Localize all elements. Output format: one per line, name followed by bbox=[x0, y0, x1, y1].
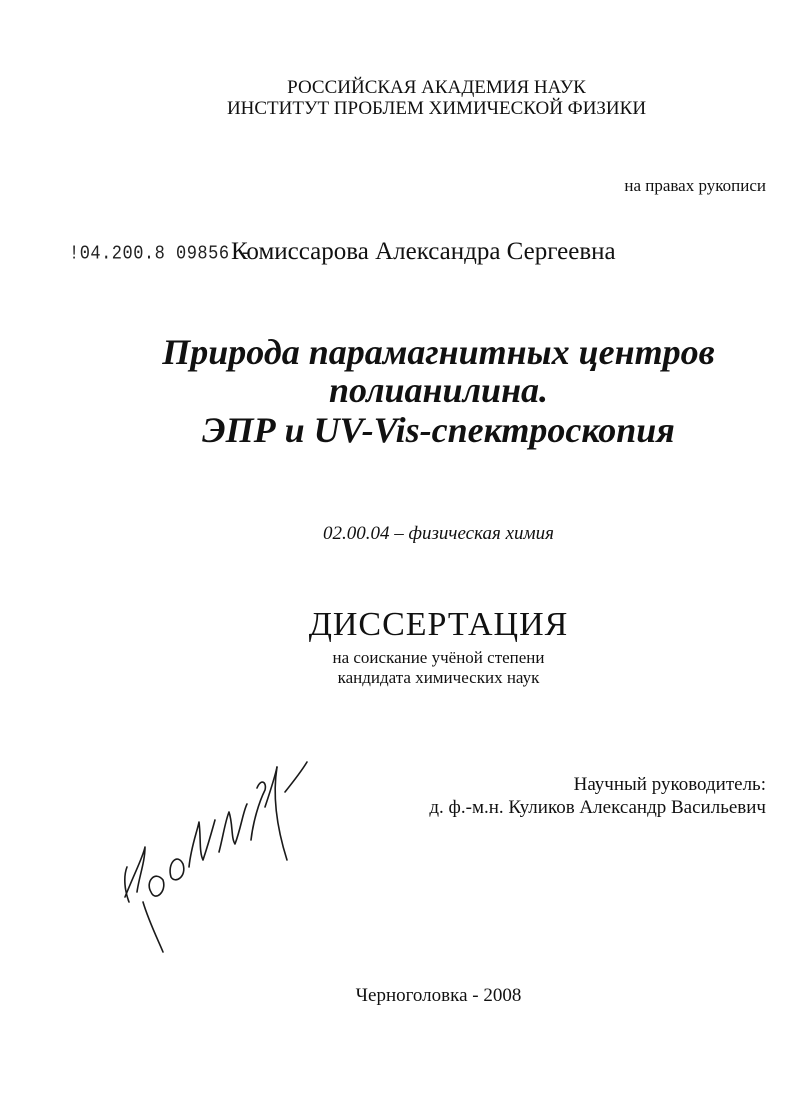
author-name: Комиссарова Александра Сергеевна bbox=[231, 238, 616, 265]
organization-line-1: РОССИЙСКАЯ АКАДЕМИЯ НАУК bbox=[287, 77, 586, 98]
serial-number: !04.200.8 09856 - bbox=[69, 243, 251, 266]
speciality-code: 02.00.04 – физическая химия bbox=[323, 523, 554, 544]
advisor-label: Научный руководитель: bbox=[573, 774, 766, 795]
rights-note: на правах рукописи bbox=[624, 176, 766, 195]
degree-line-2: кандидата химических наук bbox=[337, 668, 540, 687]
degree-line-1: на соискание учёной степени bbox=[332, 648, 545, 667]
title-line-3: ЭПР и UV-Vis-спектроскопия bbox=[202, 410, 675, 450]
organization-line-2: ИНСТИТУТ ПРОБЛЕМ ХИМИЧЕСКОЙ ФИЗИКИ bbox=[226, 98, 647, 119]
place-and-year: Черноголовка - 2008 bbox=[355, 985, 522, 1006]
handwritten-signature bbox=[115, 752, 315, 957]
advisor-name: д. ф.-м.н. Куликов Александр Васильевич bbox=[429, 797, 766, 818]
title-line-1: Природа парамагнитных центров bbox=[162, 332, 715, 372]
title-line-2: полианилина. bbox=[328, 370, 549, 410]
document-type: ДИССЕРТАЦИЯ bbox=[308, 606, 569, 643]
